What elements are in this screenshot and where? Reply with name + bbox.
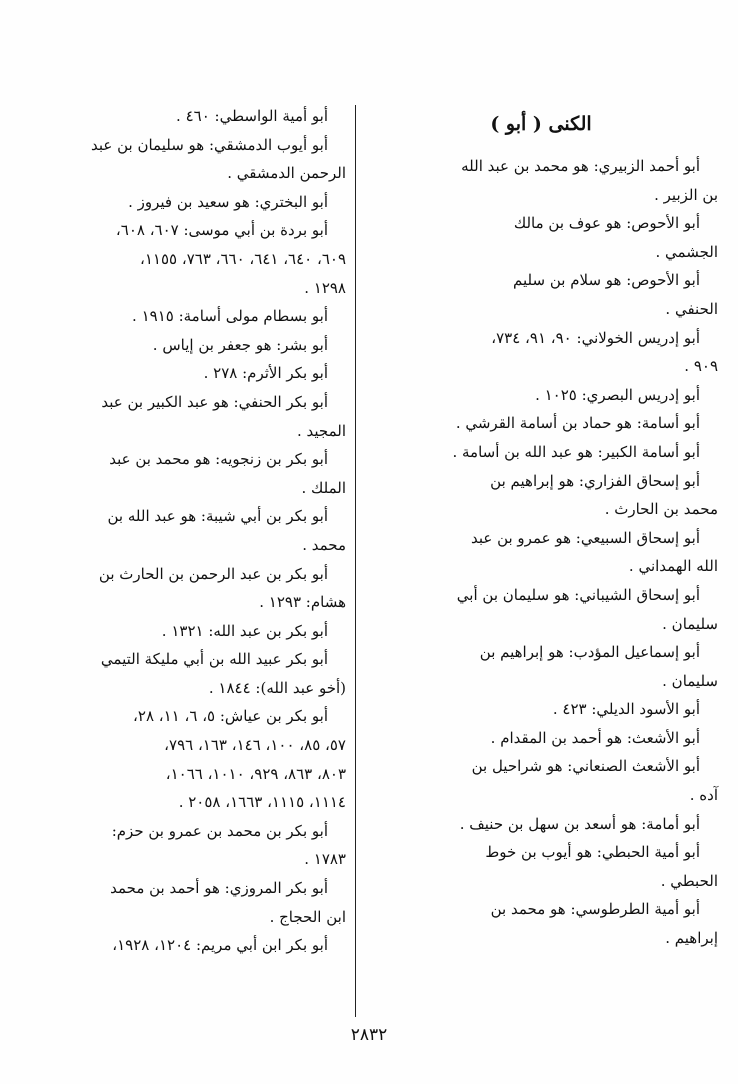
entry-continuation-line: ٩٠٩ . <box>684 357 718 376</box>
entry-heading-line: أبو بكر بن عبد الله: ١٣٢١ . <box>161 621 328 640</box>
entry-heading-line: أبو أسامة الكبير: هو عبد الله بن أسامة . <box>452 442 700 461</box>
left-entries <box>76 102 346 960</box>
index-entry <box>76 359 346 388</box>
index-entry <box>76 188 346 217</box>
entry-continuation-line: ٨٠٣، ٨٦٣، ٩٢٩، ١٠١٠، ١٠٦٦، <box>165 764 346 783</box>
index-entry <box>364 381 718 410</box>
entry-heading-line: أبو الأحوص: هو سلام بن سليم <box>513 271 700 290</box>
entry-heading-line: أبو إدريس الخولاني: ٩٠، ٩١، ٧٣٤، <box>491 328 700 347</box>
index-entry <box>364 324 718 381</box>
entry-heading-line: أبو بكر الأثرم: ٢٧٨ . <box>203 364 328 383</box>
index-entry <box>364 752 718 809</box>
index-entry <box>76 617 346 646</box>
index-entry <box>76 502 346 559</box>
entry-heading-line: أبو إسماعيل المؤدب: هو إبراهيم بن <box>479 643 700 662</box>
entry-continuation-line: الحنفي . <box>665 299 718 318</box>
entry-continuation-line: (أخو عبد الله): ١٨٤٤ . <box>208 678 346 697</box>
entry-heading-line: أبو إسحاق الشيباني: هو سليمان بن أبي <box>456 585 700 604</box>
entry-heading-line: أبو أمية الطرطوسي: هو محمد بن <box>490 900 700 919</box>
entry-heading-line: أبو بكر عبيد الله بن أبي مليكة التيمي <box>100 650 328 669</box>
page-number: ٢٨٣٢ <box>350 1025 388 1045</box>
entry-heading-line: أبو بكر بن عبد الرحمن بن الحارث بن <box>98 564 328 583</box>
entry-continuation-line: آده . <box>689 786 718 805</box>
index-entry <box>364 524 718 581</box>
entry-heading-line: أبو إسحاق السبيعي: هو عمرو بن عبد <box>470 528 700 547</box>
entry-continuation-line: الرحمن الدمشقي . <box>227 164 346 183</box>
entry-continuation-line: ابن الحجاج . <box>269 907 346 926</box>
entry-heading-line: أبو بكر بن زنجويه: هو محمد بن عبد <box>109 450 328 469</box>
index-entry <box>76 131 346 188</box>
entry-heading-line: أبو بكر بن أبي شيبة: هو عبد الله بن <box>107 507 328 526</box>
index-entry <box>76 874 346 931</box>
index-entry <box>364 409 718 438</box>
entry-heading-line: أبو إسحاق الفزاري: هو إبراهيم بن <box>490 471 700 490</box>
entry-heading-line: أبو أسامة: هو حماد بن أسامة القرشي . <box>455 414 700 433</box>
entry-continuation-line: محمد . <box>302 535 346 554</box>
entry-heading-line: أبو أمية الحبطي: هو أيوب بن خوط <box>485 843 700 862</box>
entry-continuation-line: المجيد . <box>296 421 346 440</box>
index-entry <box>364 438 718 467</box>
entry-continuation-line: هشام: ١٢٩٣ . <box>259 593 346 612</box>
index-entry <box>76 931 346 960</box>
right-column <box>364 102 718 953</box>
entry-heading-line: أبو بكر بن محمد بن عمرو بن حزم: <box>111 821 328 840</box>
entry-continuation-line: ٥٧، ٨٥، ١٠٠، ١٤٦، ١٦٣، ٧٩٦، <box>164 736 346 755</box>
index-entry <box>364 581 718 638</box>
index-entry <box>364 152 718 209</box>
entry-continuation-line: سليمان . <box>662 671 718 690</box>
index-entry <box>364 724 718 753</box>
entry-heading-line: أبو بكر الحنفي: هو عبد الكبير بن عبد <box>101 392 328 411</box>
entry-heading-line: أبو أحمد الزبيري: هو محمد بن عبد الله <box>461 157 700 175</box>
entry-heading-line: أبو الأشعث الصنعاني: هو شراحيل بن <box>471 757 700 776</box>
column-divider <box>355 105 356 1017</box>
index-entry <box>76 817 346 874</box>
index-entry <box>364 810 718 839</box>
index-entry <box>76 102 346 131</box>
section-heading: الكنى ( أبو ) <box>490 113 592 135</box>
left-column <box>76 102 346 960</box>
entry-continuation-line: الجشمي . <box>655 242 718 261</box>
entry-continuation-line: بن الزبير . <box>654 185 718 204</box>
entry-continuation-line: ١٧٨٣ . <box>304 850 346 869</box>
entry-continuation-line: محمد بن الحارث . <box>604 500 718 519</box>
entry-heading-line: أبو بشر: هو جعفر بن إياس . <box>152 335 328 354</box>
entry-heading-line: أبو البختري: هو سعيد بن فيروز . <box>128 192 328 211</box>
entry-heading-line: أبو بسطام مولى أسامة: ١٩١٥ . <box>132 307 328 326</box>
index-entry <box>76 302 346 331</box>
entry-continuation-line: ٦٠٩، ٦٤٠، ٦٤١، ٦٦٠، ٧٦٣، ١١٥٥، <box>140 249 346 268</box>
entry-continuation-line: ١٢٩٨ . <box>304 278 346 297</box>
index-entry <box>364 895 718 952</box>
index-entry <box>364 638 718 695</box>
entry-heading-line: أبو بكر بن عياش: ٥، ٦، ١١، ٢٨، <box>133 707 328 726</box>
index-entry <box>76 645 346 702</box>
entry-heading-line: أبو أيوب الدمشقي: هو سليمان بن عبد <box>90 135 328 154</box>
entry-heading-line: أبو بكر ابن أبي مريم: ١٢٠٤، ١٩٢٨، <box>112 936 328 955</box>
index-entry <box>364 695 718 724</box>
index-entry <box>364 838 718 895</box>
entry-heading-line: أبو أمية الواسطي: ٤٦٠ . <box>176 107 328 125</box>
index-entry <box>364 467 718 524</box>
index-entry <box>76 445 346 502</box>
entry-heading-line: أبو الأحوص: هو عوف بن مالك <box>513 214 700 233</box>
entry-continuation-line: سليمان . <box>662 614 718 633</box>
entry-heading-line: أبو الأسود الديلي: ٤٢٣ . <box>552 700 700 719</box>
index-entry <box>76 560 346 617</box>
entry-heading-line: أبو الأشعث: هو أحمد بن المقدام . <box>490 728 700 747</box>
index-entry <box>364 266 718 323</box>
entry-continuation-line: إبراهيم . <box>665 929 718 948</box>
index-entry <box>76 216 346 302</box>
entry-continuation-line: الملك . <box>301 478 346 497</box>
entry-heading-line: أبو إدريس البصري: ١٠٢٥ . <box>535 385 700 404</box>
index-entry <box>76 702 346 816</box>
entry-heading-line: أبو بكر المروزي: هو أحمد بن محمد <box>110 879 328 898</box>
index-entry <box>364 209 718 266</box>
entry-continuation-line: الحبطي . <box>660 871 718 890</box>
entry-heading-line: أبو بردة بن أبي موسى: ٦٠٧، ٦٠٨، <box>115 221 328 240</box>
index-entry <box>76 331 346 360</box>
right-entries <box>364 152 718 953</box>
index-entry <box>76 388 346 445</box>
entry-continuation-line: ١١١٤، ١١١٥، ١٦٦٣، ٢٠٥٨ . <box>178 793 346 812</box>
entry-continuation-line: الله الهمداني . <box>628 557 718 576</box>
entry-heading-line: أبو أمامة: هو أسعد بن سهل بن حنيف . <box>459 814 700 833</box>
